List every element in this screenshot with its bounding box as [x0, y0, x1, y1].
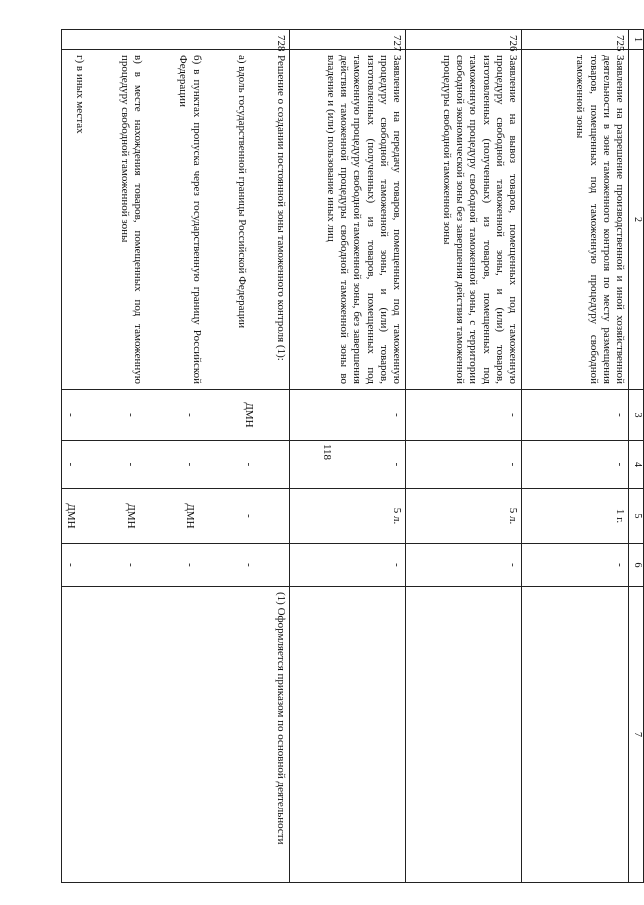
- row-col4: -: [522, 441, 629, 489]
- row-col3: -: [406, 390, 522, 441]
- row-col3: -: [522, 390, 629, 441]
- page-number: 118: [321, 443, 333, 461]
- subitem-col5: ДМН: [124, 503, 137, 529]
- subitem-col6: -: [65, 563, 78, 567]
- column-number-header: 3: [629, 390, 644, 441]
- row-description: Заявление на передачу товаров, помещенных под таможенную процедуру свободной таможенной зоны, и (или) товаров, изготовленных (полученных) из товаров, помещенных под таможенную процедуру свободной таможенной зоны, без завершения действия таможенной процедуры свободной таможенной зоны во владение и (или) пользование иных лиц: [290, 50, 406, 390]
- column-number-header: 4: [629, 441, 644, 489]
- table-row: [406, 30, 522, 883]
- row-number: 728: [62, 30, 290, 50]
- row-col5: 5 л.: [406, 489, 522, 544]
- table-row: [62, 30, 290, 883]
- records-table: [61, 29, 644, 883]
- table-row: [290, 30, 406, 883]
- row-col7: [406, 587, 522, 883]
- row-col5: 5 л.: [290, 489, 406, 544]
- row-col6: -: [522, 544, 629, 587]
- column-number-header: 6: [629, 544, 644, 587]
- row-col3: -: [290, 390, 406, 441]
- row-description: [62, 50, 290, 390]
- subitem-text: г) в иных местах: [73, 55, 86, 134]
- subitem-col6: -: [124, 563, 137, 567]
- table-row: [522, 30, 629, 883]
- row-number: 727: [290, 30, 406, 50]
- subitem-col4: -: [243, 462, 255, 467]
- column-number-header: 2: [629, 50, 644, 390]
- row-number: 725: [522, 30, 629, 50]
- row-description: Заявление на разрешение производственной и иной хозяйственной деятельности в зоне таможенного контроля по месту размещения товаров, помещенных под таможенную процедуру свободной таможенной зоны: [522, 50, 629, 390]
- row-col6: [62, 544, 290, 587]
- row-col4: [62, 441, 290, 489]
- subitem-text: в) в месте нахождения товаров, помещенных под таможенную процедуру свободной таможенной зоны: [119, 55, 145, 384]
- subitem-col5: ДМН: [183, 503, 196, 529]
- subitem-text: б) в пунктах пропуска через государственную границу Российской Федерации: [177, 55, 203, 384]
- row-description: Заявление на вывоз товаров, помещенных под таможенную процедуру свободной таможенной зоны, и (или) товаров, изготовленных (полученных) из товаров, помещенных под таможенную процедуру свободной таможенной зоны, с территории свободной экономической зоны без завершения действия таможенной процедуры свободной таможенной зоны: [406, 50, 522, 390]
- row-col4: -: [290, 441, 406, 489]
- subitem-col3: -: [183, 413, 196, 417]
- table-header-row: [629, 30, 644, 883]
- subitem-col6: -: [243, 563, 255, 567]
- row-col7: [522, 587, 629, 883]
- row-number: 726: [406, 30, 522, 50]
- row-col6: -: [290, 544, 406, 587]
- subitem-text: а) вдоль государственной границы Российской Федерации: [235, 55, 248, 329]
- subitem-col4: -: [183, 462, 196, 467]
- row-col4: -: [406, 441, 522, 489]
- row-col3: [62, 390, 290, 441]
- rotated-table-wrapper: [65, 29, 644, 882]
- subitem-col3: ДМН: [243, 402, 255, 428]
- row-col6: -: [406, 544, 522, 587]
- row-col7: (1) Оформляется приказом по основной деятельности: [62, 587, 290, 883]
- row-col7: [290, 587, 406, 883]
- subitem-col3: -: [65, 413, 78, 417]
- subitem-col5: ДМН: [65, 503, 78, 529]
- column-number-header: 5: [629, 489, 644, 544]
- subitem-col6: -: [183, 563, 196, 567]
- column-number-header: 7: [629, 587, 644, 883]
- column-number-header: 1: [629, 30, 644, 50]
- subitem-col3: -: [124, 413, 137, 417]
- subitem-col4: -: [65, 462, 78, 467]
- row-col5: 1 г.: [522, 489, 629, 544]
- subitem-col5: -: [243, 514, 255, 518]
- row-description-heading: Решение о создании постоянной зоны таможенного контроля (1):: [275, 55, 287, 361]
- subitem-col4: -: [124, 462, 137, 467]
- row-col5: [62, 489, 290, 544]
